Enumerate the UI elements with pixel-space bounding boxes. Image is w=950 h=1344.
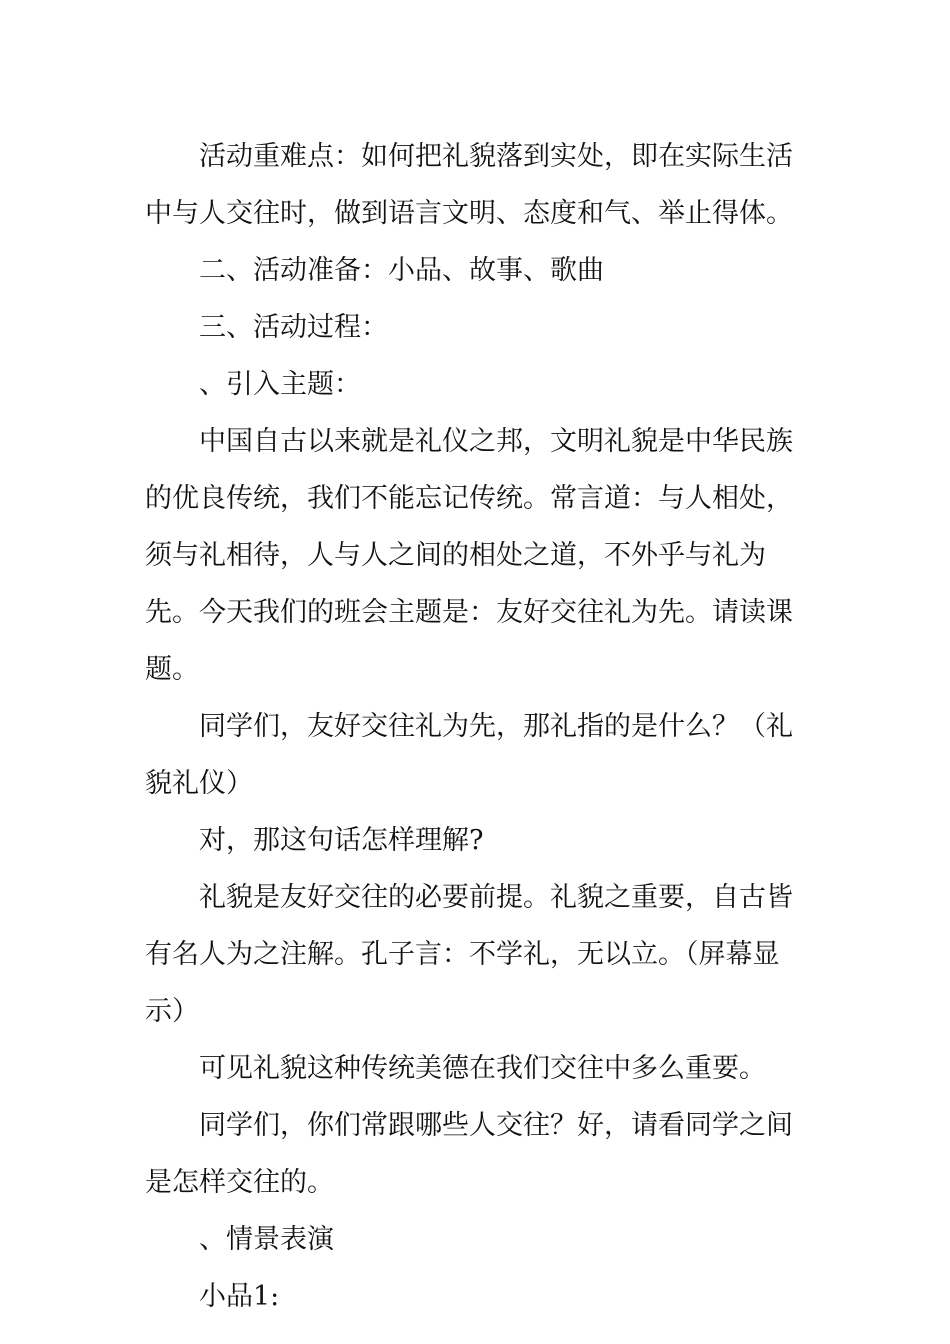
- paragraph-skit-1: 小品1:: [199, 1281, 280, 1312]
- paragraph-confucius: 礼貌是友好交往的必要前提。礼貌之重要，自古皆有名人为之注解。孔子言：不学礼，无以立。（屏幕显示）: [145, 882, 793, 1027]
- paragraph-question: 同学们，友好交往礼为先，那礼指的是什么？（礼貌礼仪）: [145, 711, 793, 799]
- paragraph-scene-heading: 、情景表演: [199, 1224, 334, 1255]
- paragraph-preparation: 二、活动准备：小品、故事、歌曲: [199, 255, 604, 286]
- paragraph-who-interact: 同学们，你们常跟哪些人交往？好，请看同学之间是怎样交往的。: [145, 1110, 793, 1198]
- document-body: [145, 128, 810, 1325]
- paragraph-understanding: 对，那这句话怎样理解?: [199, 825, 484, 856]
- paragraph-virtue: 可见礼貌这种传统美德在我们交往中多么重要。: [199, 1053, 766, 1084]
- paragraph-key-difficulty: 活动重难点：如何把礼貌落到实处，即在实际生活中与人交往时，做到语言文明、态度和气、举止得体。: [145, 141, 793, 229]
- paragraph-intro-heading: 、引入主题：: [199, 369, 361, 400]
- paragraph-process-heading: 三、活动过程：: [199, 312, 388, 343]
- paragraph-intro-text: 中国自古以来就是礼仪之邦，文明礼貌是中华民族的优良传统，我们不能忘记传统。常言道：与人相处，须与礼相待，人与人之间的相处之道，不外乎与礼为先。今天我们的班会主题是：友好交往礼为先。请读课题。: [145, 426, 793, 685]
